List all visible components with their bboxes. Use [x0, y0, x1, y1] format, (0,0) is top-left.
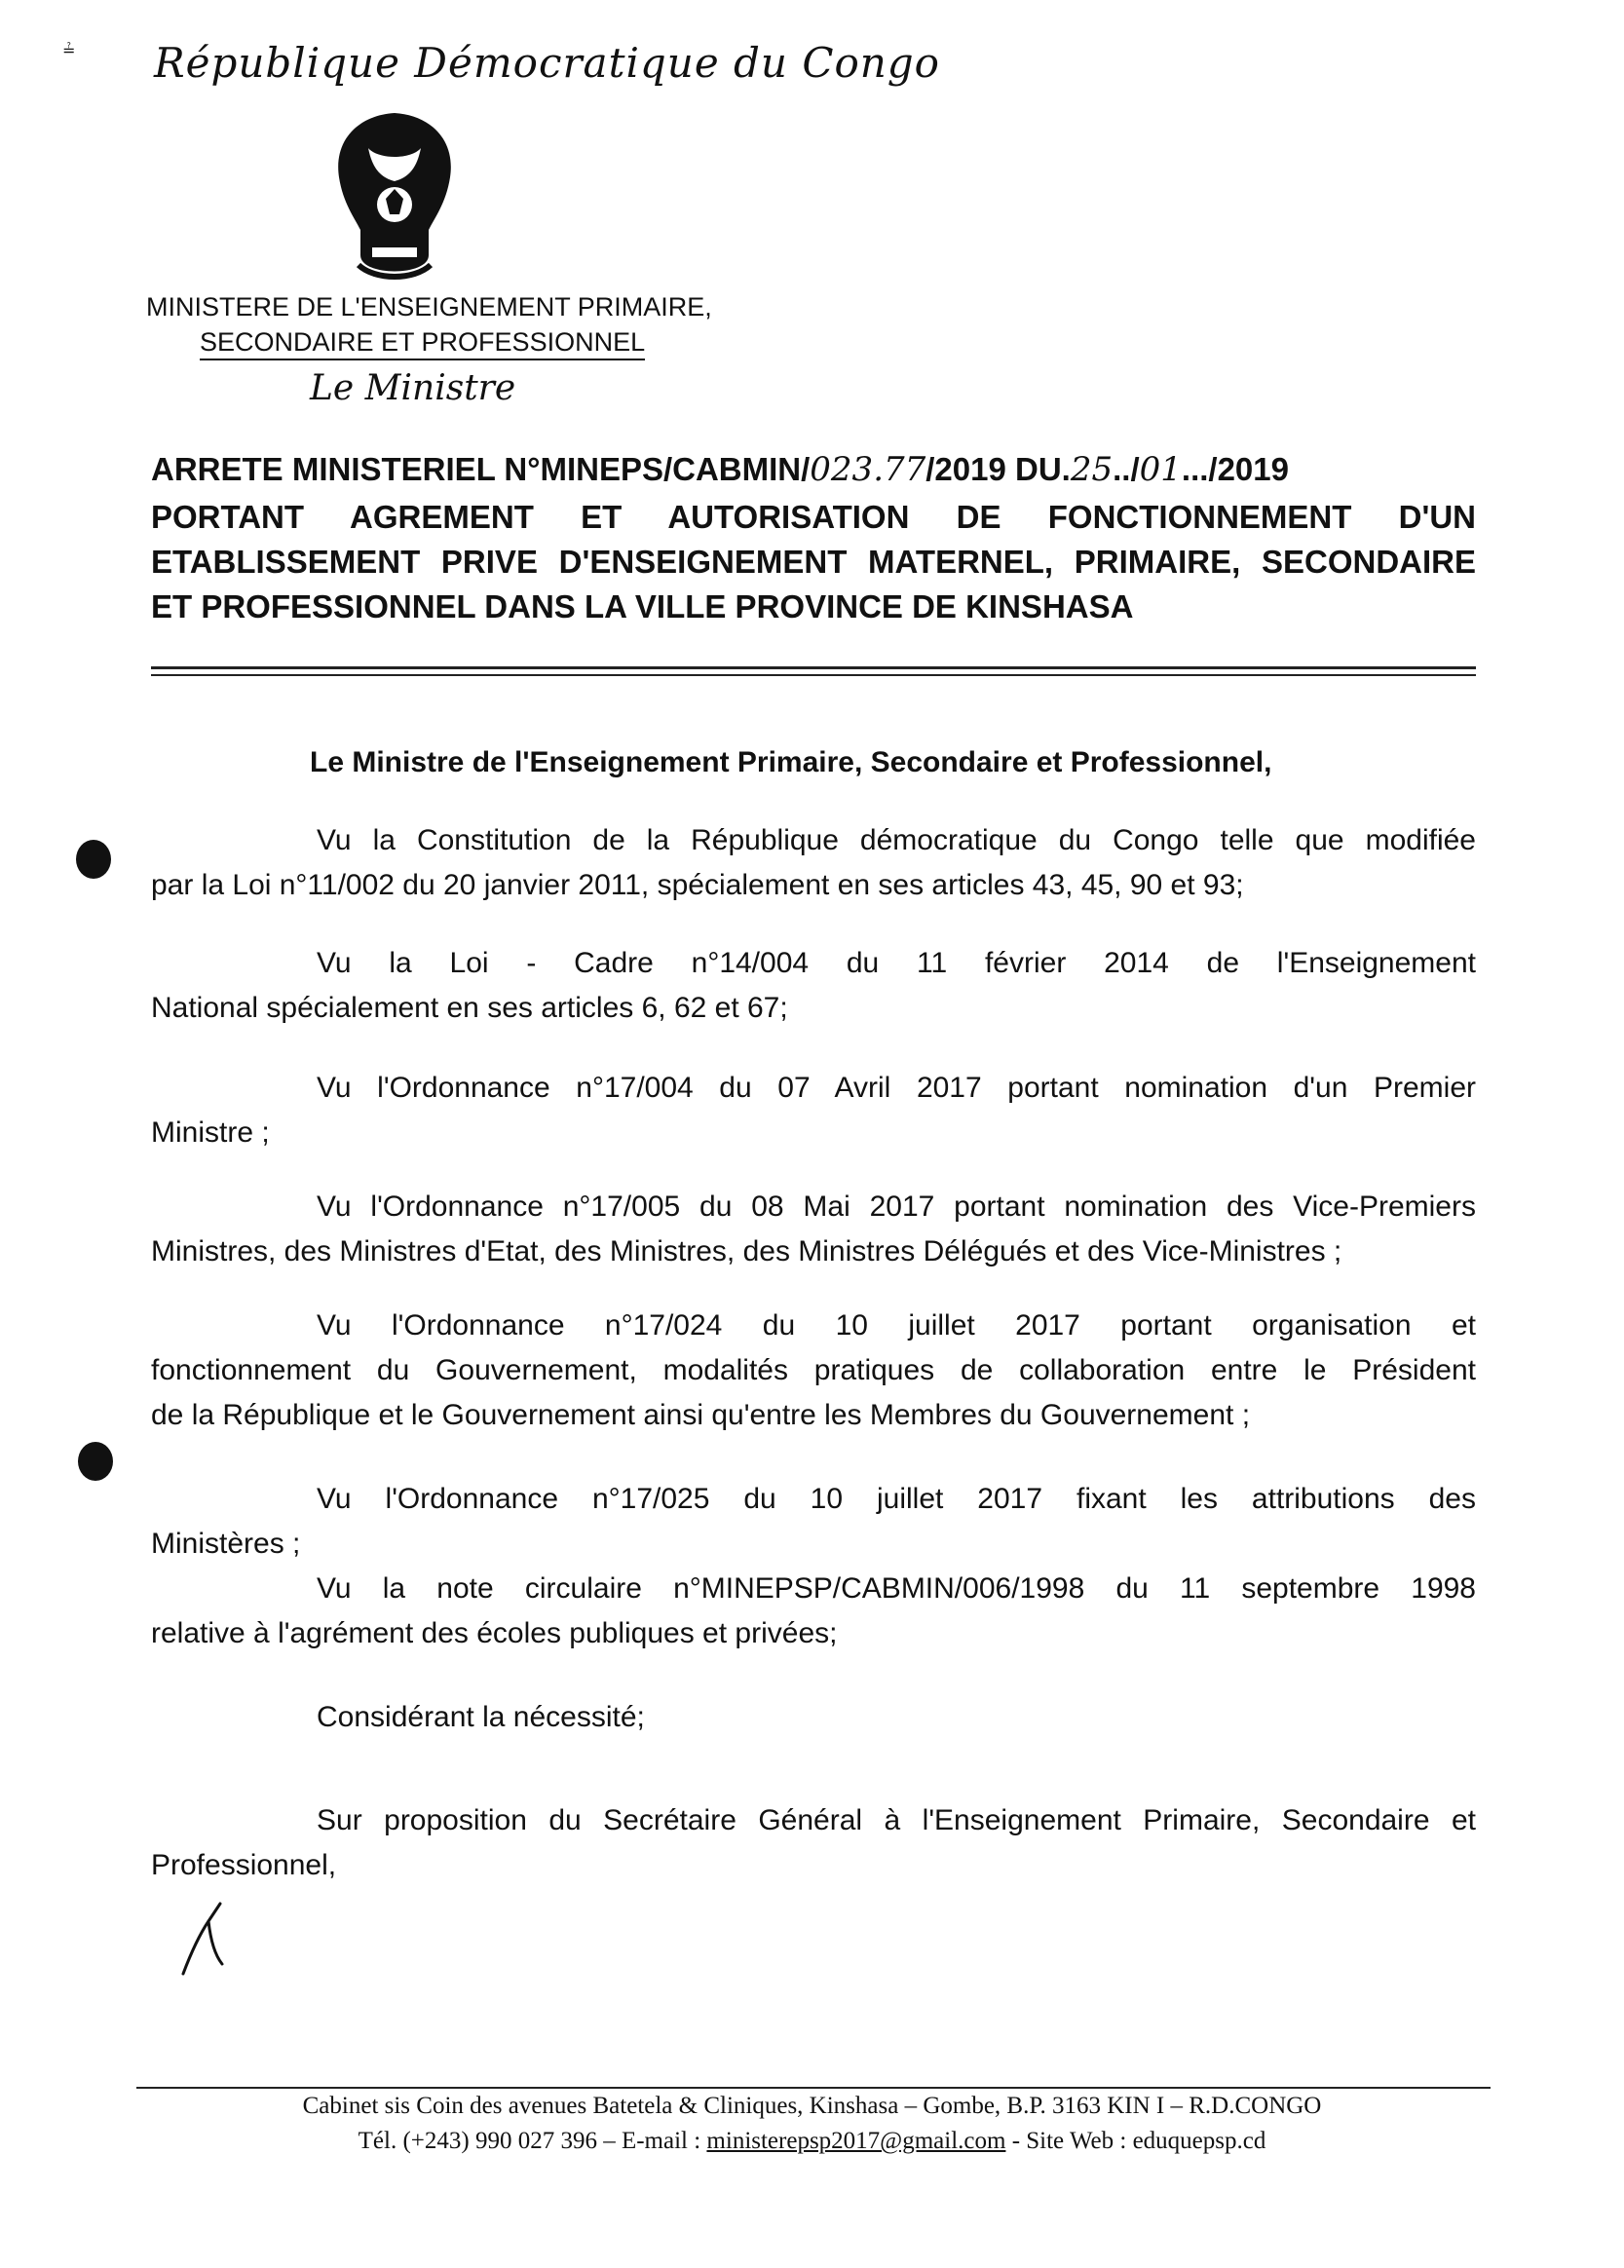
- footer-website: - Site Web : eduquepsp.cd: [1005, 2128, 1266, 2154]
- decree-separator-1: ../: [1113, 451, 1140, 487]
- national-emblem-icon: [321, 109, 468, 288]
- footer-email-link[interactable]: ministerepsp2017@gmail.com: [706, 2128, 1006, 2154]
- paragraph-ordonnance-024: [151, 1304, 1476, 1438]
- decree-year-separator: /2019 DU.: [925, 451, 1071, 487]
- paragraph-line: Vu l'Ordonnance n°17/004 du 07 Avril 2017 portant nomination d'un Premier: [317, 1072, 1476, 1104]
- paragraph-line: Professionnel,: [151, 1849, 337, 1881]
- paragraph-line: Vu l'Ordonnance n°17/025 du 10 juillet 2017 fixant les attributions des: [317, 1483, 1476, 1515]
- paragraph-line: Vu la Constitution de la République démocratique du Congo telle que modifiée: [317, 824, 1476, 856]
- paragraph-ordonnance-005: [151, 1185, 1476, 1274]
- paragraph-line: par la Loi n°11/002 du 20 janvier 2011, spécialement en ses articles 43, 45, 90 et 93;: [151, 869, 1244, 901]
- initial-signature-mark: [175, 1900, 234, 1978]
- corner-mark: ≟: [62, 43, 76, 59]
- double-rule-bottom: [151, 674, 1476, 676]
- paragraph-line: de la République et le Gouvernement ainsi qu'entre les Membres du Gouvernement ;: [151, 1399, 1251, 1431]
- paragraph-line: Vu l'Ordonnance n°17/024 du 10 juillet 2017 portant organisation et: [317, 1309, 1476, 1342]
- paragraph-line: Vu la note circulaire n°MINEPSP/CABMIN/006/1998 du 11 septembre 1998: [317, 1572, 1476, 1605]
- decree-number-handwritten: 023.77: [810, 450, 926, 489]
- decree-prefix: ARRETE MINISTERIEL N°MINEPS/CABMIN/: [151, 451, 811, 487]
- minister-title: Le Ministre: [310, 368, 516, 408]
- decree-subject: [151, 495, 1476, 629]
- ministry-name-line1: MINISTERE DE L'ENSEIGNEMENT PRIMAIRE,: [146, 292, 712, 321]
- paragraph-ordonnance-004: [151, 1066, 1476, 1155]
- paragraph-line: Ministre ;: [151, 1116, 270, 1149]
- decree-reference: [151, 450, 1476, 489]
- paragraph-note-circulaire: [151, 1567, 1476, 1656]
- paragraph-line: National spécialement en ses articles 6, 62 et 67;: [151, 992, 788, 1024]
- paragraph-line: Ministères ;: [151, 1528, 301, 1560]
- punch-hole-mark: [76, 840, 111, 879]
- footer-rule: [136, 2087, 1491, 2089]
- decree-day-handwritten: 25: [1070, 450, 1114, 489]
- paragraph-ordonnance-025: [151, 1477, 1476, 1567]
- decree-month-handwritten: 01: [1139, 450, 1182, 489]
- decree-subject-line1: PORTANT AGREMENT ET AUTORISATION DE FONCTIONNEMENT D'UN: [151, 499, 1476, 535]
- paragraph-line: Ministres, des Ministres d'Etat, des Ministres, des Ministres Délégués et des Vice-Ministres ;: [151, 1235, 1342, 1267]
- decree-separator-2: .../2019: [1181, 451, 1289, 487]
- punch-hole-mark: [78, 1442, 113, 1481]
- paragraph-line: fonctionnement du Gouvernement, modalités pratiques de collaboration entre le Président: [151, 1354, 1476, 1386]
- paragraph-loi-cadre: [151, 941, 1476, 1031]
- paragraph-proposition: [151, 1798, 1476, 1888]
- minister-heading: Le Ministre de l'Enseignement Primaire, Secondaire et Professionnel,: [310, 746, 1272, 778]
- paragraph-line: Vu la Loi - Cadre n°14/004 du 11 février 2014 de l'Enseignement: [317, 947, 1476, 979]
- footer-contact: [0, 2128, 1624, 2155]
- republic-title: République Démocratique du Congo: [154, 39, 940, 87]
- paragraph-constitution: [151, 818, 1476, 908]
- paragraph-line: Vu l'Ordonnance n°17/005 du 08 Mai 2017 portant nomination des Vice-Premiers: [317, 1191, 1476, 1223]
- footer-phone: Tél. (+243) 990 027 396 – E-mail :: [358, 2128, 707, 2154]
- paragraph-line: Considérant la nécessité;: [317, 1701, 645, 1733]
- paragraph-line: relative à l'agrément des écoles publiques et privées;: [151, 1617, 838, 1649]
- paragraph-line: Sur proposition du Secrétaire Général à l'Enseignement Primaire, Secondaire et: [317, 1804, 1476, 1836]
- decree-subject-line3: ET PROFESSIONNEL DANS LA VILLE PROVINCE DE KINSHASA: [151, 588, 1134, 624]
- decree-subject-line2: ETABLISSEMENT PRIVE D'ENSEIGNEMENT MATERNEL, PRIMAIRE, SECONDAIRE: [151, 544, 1476, 580]
- footer-address: Cabinet sis Coin des avenues Batetela & Cliniques, Kinshasa – Gombe, B.P. 3163 KIN I – R.D.CONGO: [302, 2093, 1322, 2119]
- paragraph-considerant: [151, 1695, 1476, 1740]
- ministry-name-line2: SECONDAIRE ET PROFESSIONNEL: [200, 327, 645, 360]
- double-rule-top: [151, 666, 1476, 669]
